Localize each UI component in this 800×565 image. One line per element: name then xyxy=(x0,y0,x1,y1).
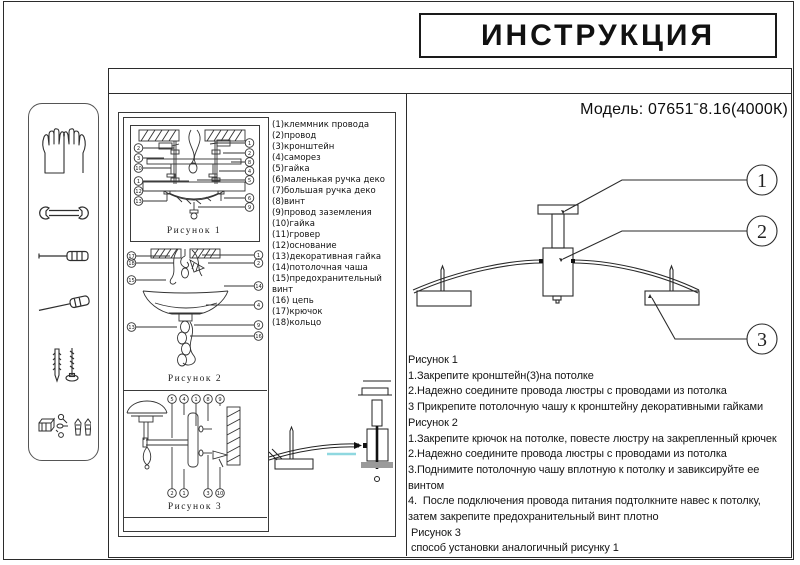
instruction-line: Рисунок 2 xyxy=(408,416,458,429)
figure-separator-line xyxy=(123,390,267,391)
part-item: (15)предохранительный винт xyxy=(272,274,382,295)
callout-3-number: 3 xyxy=(757,329,767,351)
svg-text:1: 1 xyxy=(256,253,261,259)
svg-text:8: 8 xyxy=(247,160,252,166)
part-item: (17)крючок xyxy=(272,307,323,317)
part-item: (2)провод xyxy=(272,131,317,141)
header-divider-line xyxy=(108,93,791,94)
figure-separator-line-2 xyxy=(123,517,267,518)
leader-arrow-3 xyxy=(648,294,652,298)
instruction-line: 4. После подключения провода питания подтолкните навес к потолку, xyxy=(408,495,761,508)
part-item: (16) цепь xyxy=(272,296,314,306)
part-item: (12)основание xyxy=(272,241,337,251)
leader-arrow-2 xyxy=(559,258,563,262)
instruction-line: 3 Прикрепите потолочную чашу к кронштейну декоративными гайками xyxy=(408,401,764,414)
part-item: (7)большая ручка деко xyxy=(272,186,376,196)
svg-text:3: 3 xyxy=(206,491,210,497)
required-tools-panel xyxy=(28,103,99,461)
screwdriver-icon xyxy=(37,249,91,263)
svg-text:2: 2 xyxy=(170,491,174,497)
junction-tick xyxy=(363,443,367,448)
instruction-line: 2.Надежно соедините провода люстры с проводами из потолка xyxy=(408,448,727,461)
svg-text:13: 13 xyxy=(128,325,135,331)
svg-text:4: 4 xyxy=(247,169,252,175)
instruction-line: 1.Закрепите кронштейн(3)на потолке xyxy=(408,369,594,382)
svg-text:9: 9 xyxy=(247,205,252,211)
svg-text:6: 6 xyxy=(247,196,252,202)
svg-text:2: 2 xyxy=(247,151,252,157)
svg-text:5: 5 xyxy=(247,178,252,184)
part-item: (4)саморез xyxy=(272,153,321,163)
leader-arrow-1 xyxy=(561,210,565,214)
part-item: (3)кронштейн xyxy=(272,142,335,152)
part-item: (11)гровер xyxy=(272,230,321,240)
svg-text:1: 1 xyxy=(194,397,198,403)
long-screwdriver-icon xyxy=(36,289,92,317)
figure-3-callout-numbers xyxy=(170,397,223,497)
svg-text:3: 3 xyxy=(136,156,141,162)
figure-2-label: Рисунок 2 xyxy=(167,374,223,384)
instruction-line: 3.Поднимите потолочную чашу вплотную к потолку и завиксируйте ее xyxy=(408,463,760,476)
arm-joint-right xyxy=(571,259,575,263)
instruction-line: способ установки аналогичный рисунку 1 xyxy=(408,542,619,555)
svg-text:4: 4 xyxy=(182,397,186,403)
side-assembly-diagram xyxy=(266,350,404,490)
model-number: Модель: 07651ˉ8.16(4000К) xyxy=(580,101,788,118)
svg-text:1: 1 xyxy=(247,141,252,147)
figure-1-label: Рисунок 1 xyxy=(166,226,222,236)
gray-base-bar xyxy=(361,462,393,468)
svg-text:12: 12 xyxy=(135,189,142,195)
svg-text:9: 9 xyxy=(218,397,222,403)
arm-joint-left xyxy=(539,259,543,263)
svg-text:16: 16 xyxy=(255,334,262,340)
svg-text:2: 2 xyxy=(256,261,261,267)
svg-text:13: 13 xyxy=(135,199,142,205)
installation-instructions xyxy=(408,353,792,557)
svg-text:14: 14 xyxy=(255,284,262,290)
wrench-icon xyxy=(38,203,90,223)
svg-text:2: 2 xyxy=(136,146,141,152)
instruction-line: 1.Закрепите крючок на потолке, повесте люстру на закрепленный крючек xyxy=(408,432,777,445)
svg-text:15: 15 xyxy=(128,278,135,284)
instruction-line: Рисунок 1 xyxy=(408,354,458,366)
part-item: (8)винт xyxy=(272,197,306,207)
part-item: (13)декоративная гайка xyxy=(272,252,382,262)
svg-text:1: 1 xyxy=(136,179,141,185)
fasteners-icon xyxy=(37,411,91,441)
title-box xyxy=(419,13,777,58)
fixture-diagram xyxy=(406,147,792,359)
figure-3-label: Рисунок 3 xyxy=(167,502,223,512)
instruction-line: затем закрепите предохранительный винт плотно xyxy=(408,511,659,524)
instruction-line: винтом xyxy=(408,479,445,492)
page-title: ИНСТРУКЦИЯ xyxy=(480,18,716,52)
instruction-line: 2.Надежно соедините провода люстры с проводами из потолка xyxy=(408,385,727,398)
instruction-line: Рисунок 3 xyxy=(408,526,461,539)
part-item: (18)кольцо xyxy=(272,318,322,328)
part-item: (14)потолочная чаша xyxy=(272,263,368,273)
part-item: (10)гайка xyxy=(272,219,315,229)
svg-text:18: 18 xyxy=(128,261,135,267)
svg-text:1: 1 xyxy=(182,491,186,497)
svg-text:8: 8 xyxy=(206,397,210,403)
part-item: (1)клеммник провода xyxy=(272,120,370,130)
figure-3-drawing xyxy=(124,393,266,501)
figure-1-drawing xyxy=(131,126,257,222)
svg-text:10: 10 xyxy=(216,491,224,497)
arrow-head xyxy=(354,442,362,449)
anchor-and-screw-icon xyxy=(46,343,82,385)
callout-2-number: 2 xyxy=(757,221,767,243)
svg-text:4: 4 xyxy=(256,303,261,309)
part-item: (9)провод заземления xyxy=(272,208,372,218)
callout-1-number: 1 xyxy=(757,170,767,192)
part-item: (6)маленькая ручка деко xyxy=(272,175,385,185)
svg-text:9: 9 xyxy=(256,323,261,329)
parts-list xyxy=(272,120,396,329)
svg-text:5: 5 xyxy=(170,397,174,403)
part-item: (5)гайка xyxy=(272,164,310,174)
gloves-icon xyxy=(40,123,88,177)
svg-text:10: 10 xyxy=(135,166,142,172)
figure-2-drawing xyxy=(124,246,266,372)
svg-text:17: 17 xyxy=(128,254,135,260)
